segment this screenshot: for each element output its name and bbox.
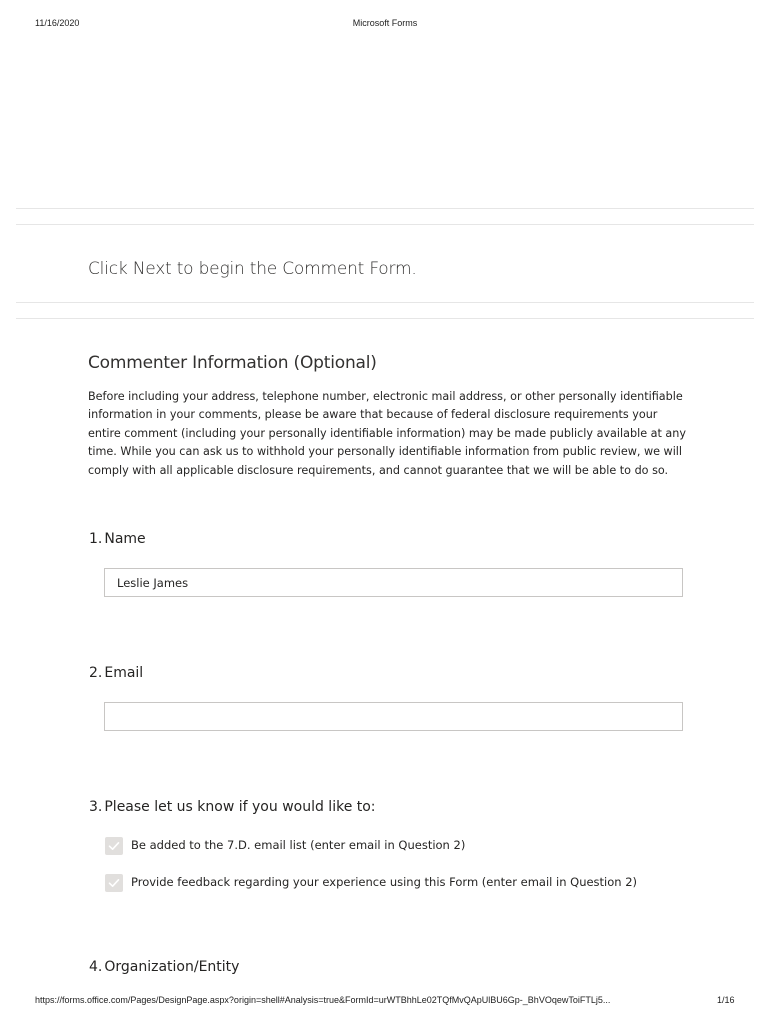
option-label: Provide feedback regarding your experience using this Form (enter email in Question 2) [131, 875, 638, 889]
option-label: Be added to the 7.D. email list (enter email in Question 2) [131, 838, 466, 852]
print-title: Microsoft Forms [352, 18, 418, 28]
question-number: 3. [89, 799, 103, 815]
name-input-value: Leslie James [117, 576, 189, 590]
divider [16, 302, 754, 303]
question-number: 4. [89, 959, 103, 975]
divider [16, 224, 754, 225]
section-title: Commenter Information (Optional) [88, 353, 377, 373]
question-label: Name [104, 531, 146, 547]
print-page-number: 1/16 [717, 995, 735, 1005]
question-number: 1. [89, 531, 103, 547]
email-input[interactable] [104, 702, 683, 731]
question-label: Organization/Entity [104, 959, 240, 975]
checkbox[interactable] [105, 874, 123, 892]
divider [16, 208, 754, 209]
question-email [89, 665, 143, 681]
question-preferences [89, 799, 376, 815]
print-url: https://forms.office.com/Pages/DesignPage.aspx?origin=shell#Analysis=true&FormId=urWTBhhLe02TQfMvQApUlBU6Gp-_BhVOqewToiFTLj5... [35, 995, 611, 1005]
checkmark-icon [108, 840, 120, 852]
question-label: Email [104, 665, 144, 681]
section-description: Before including your address, telephone number, electronic mail address, or other personally identifiable information in your comments, please be aware that because of federal disclosure requirements your entire comment (including your personally identifiable information) may be made publicly available at any time. While you can ask us to withhold your personally identifiable information from public review, we will comply with all applicable disclosure requirements, and cannot guarantee that we will be able to do so. [88, 390, 686, 477]
checkbox[interactable] [105, 837, 123, 855]
question-organization [89, 959, 239, 975]
intro-text: Click Next to begin the Comment Form. [88, 259, 417, 279]
question-number: 2. [89, 665, 103, 681]
checkmark-icon [108, 877, 120, 889]
print-date: 11/16/2020 [35, 18, 80, 28]
divider [16, 318, 754, 319]
question-label: Please let us know if you would like to: [104, 799, 376, 815]
question-name [89, 531, 146, 547]
name-input[interactable] [104, 568, 683, 597]
